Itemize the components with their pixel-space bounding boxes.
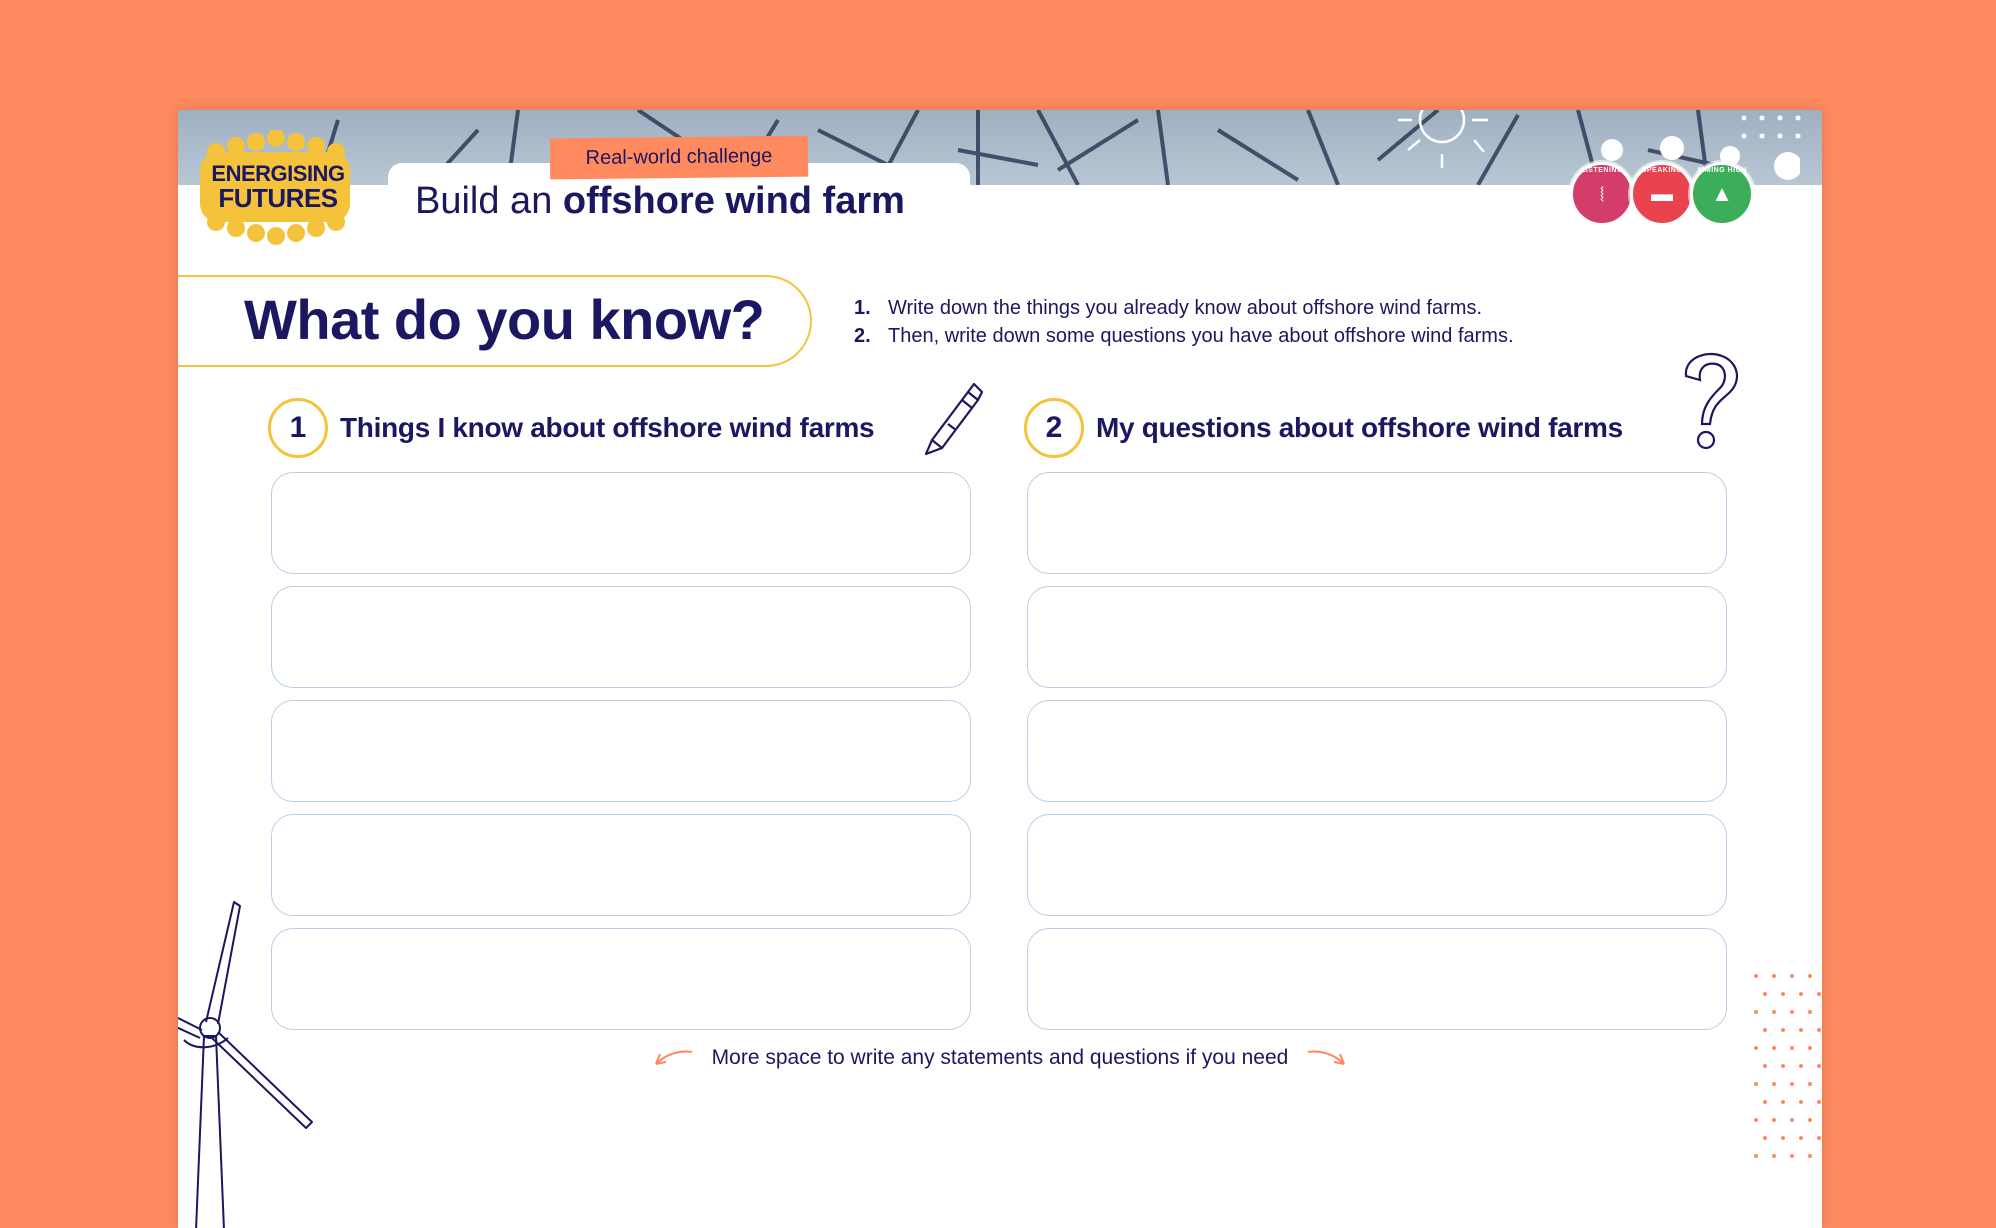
answer-box[interactable] xyxy=(1027,928,1727,1030)
decor-dot xyxy=(1808,1010,1812,1014)
answer-box[interactable] xyxy=(1027,472,1727,574)
page-title xyxy=(415,180,905,223)
arrow-right-icon xyxy=(1304,1046,1348,1070)
decor-dot xyxy=(1763,1064,1767,1068)
decor-dot xyxy=(1772,1082,1776,1086)
section-heading: What do you know? xyxy=(244,288,765,351)
decor-dot xyxy=(1754,1010,1758,1014)
decor-dot xyxy=(1808,1046,1812,1050)
question-mark-icon xyxy=(1676,350,1746,456)
decor-dot xyxy=(1772,974,1776,978)
column-number: 1 xyxy=(268,398,328,458)
decor-dot xyxy=(1790,1082,1794,1086)
decor-dot xyxy=(1790,974,1794,978)
decor-dot xyxy=(1763,1136,1767,1140)
page-title-plain: Build an xyxy=(415,180,563,222)
decor-dot xyxy=(1817,1136,1821,1140)
decor-dot xyxy=(1781,1064,1785,1068)
decor-dot xyxy=(1763,1028,1767,1032)
decor-dot xyxy=(1772,1118,1776,1122)
worksheet xyxy=(178,110,1822,1228)
decor-dot xyxy=(1754,1082,1758,1086)
answer-box[interactable] xyxy=(271,814,971,916)
section-heading-pill xyxy=(178,275,812,367)
column-title: Things I know about offshore wind farms xyxy=(340,412,875,443)
badge-label: AIMING HIGH xyxy=(1696,167,1748,174)
decor-dot xyxy=(1754,1118,1758,1122)
speech-bubble-icon: ▬ xyxy=(1651,181,1673,206)
decor-dot xyxy=(1817,1028,1821,1032)
answer-box[interactable] xyxy=(271,700,971,802)
decor-dot xyxy=(1763,992,1767,996)
column-header-questions xyxy=(1024,399,1623,457)
aiming-high-badge xyxy=(1690,162,1754,226)
decor-dot xyxy=(1772,1154,1776,1158)
decor-dot xyxy=(1808,1118,1812,1122)
decor-dot xyxy=(1763,1100,1767,1104)
decor-dot xyxy=(1808,1154,1812,1158)
decor-dot xyxy=(1754,974,1758,978)
footer-note xyxy=(178,1046,1822,1070)
decor-dot xyxy=(1808,1082,1812,1086)
decor-dot xyxy=(1817,1064,1821,1068)
arrow-left-icon xyxy=(652,1046,696,1070)
answer-box[interactable] xyxy=(1027,814,1727,916)
decor-dot xyxy=(1781,1028,1785,1032)
decor-dot xyxy=(1799,992,1803,996)
decor-dot xyxy=(1790,1154,1794,1158)
instruction-item xyxy=(854,294,1514,322)
pen-icon xyxy=(918,378,984,458)
column-header-known xyxy=(268,399,874,457)
sound-waves-icon: ⧙ xyxy=(1599,181,1605,206)
decor-dot xyxy=(1772,1046,1776,1050)
instruction-text: Write down the things you already know about offshore wind farms. xyxy=(888,297,1483,319)
decor-dot xyxy=(1790,1118,1794,1122)
decor-dot xyxy=(1781,1136,1785,1140)
logo-line-1: ENERGISING xyxy=(211,161,345,186)
instructions-list xyxy=(854,294,1514,350)
answer-box[interactable] xyxy=(271,472,971,574)
answer-box[interactable] xyxy=(1027,586,1727,688)
decor-dot xyxy=(1799,1136,1803,1140)
decor-dot xyxy=(1808,974,1812,978)
instruction-number: 1. xyxy=(854,297,871,319)
logo-line-2: FUTURES xyxy=(218,183,338,213)
badge-label: LISTENING xyxy=(1581,167,1623,174)
instruction-item xyxy=(854,322,1514,350)
page-title-bold: offshore wind farm xyxy=(562,180,905,222)
decor-dot xyxy=(1790,1010,1794,1014)
challenge-tag: Real-world challenge xyxy=(550,136,808,180)
instruction-text: Then, write down some questions you have about offshore wind farms. xyxy=(888,325,1514,347)
column-number: 2 xyxy=(1024,398,1084,458)
decor-dot xyxy=(1790,1046,1794,1050)
speaking-badge xyxy=(1630,162,1694,226)
answer-box[interactable] xyxy=(271,928,971,1030)
mountain-flag-icon: ▲ xyxy=(1711,181,1733,206)
question-answer-boxes xyxy=(1027,472,1729,1042)
wind-turbine-icon xyxy=(178,900,314,1228)
footer-note-text: More space to write any statements and questions if you need xyxy=(711,1046,1289,1069)
logo-text xyxy=(208,161,348,213)
decor-dot xyxy=(1817,1100,1821,1104)
column-title: My questions about offshore wind farms xyxy=(1096,412,1623,443)
skill-badges xyxy=(1560,150,1800,230)
answer-box[interactable] xyxy=(271,586,971,688)
answer-box[interactable] xyxy=(1027,700,1727,802)
listening-badge xyxy=(1570,162,1634,226)
decor-dot xyxy=(1799,1100,1803,1104)
decor-dot xyxy=(1754,1046,1758,1050)
badge-label: SPEAKING xyxy=(1641,167,1683,174)
decor-dot xyxy=(1781,1100,1785,1104)
decor-dot xyxy=(1799,1028,1803,1032)
sun-doodle xyxy=(1398,110,1488,168)
instruction-number: 2. xyxy=(854,325,871,347)
known-answer-boxes xyxy=(271,472,973,1042)
decor-dot xyxy=(1754,1154,1758,1158)
dot-grid-decoration xyxy=(1750,970,1822,1170)
decor-dot xyxy=(1799,1064,1803,1068)
decor-dot xyxy=(1781,992,1785,996)
decor-dot xyxy=(1817,992,1821,996)
decor-dot xyxy=(1772,1010,1776,1014)
